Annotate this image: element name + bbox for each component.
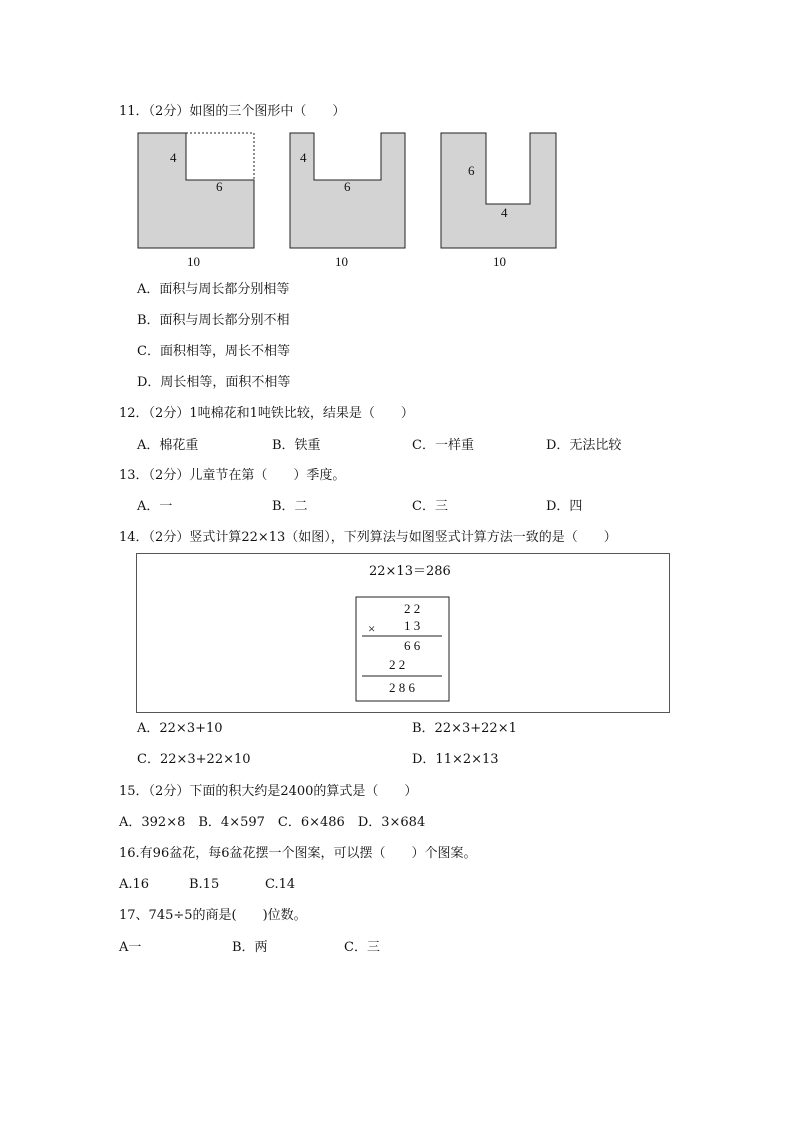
q11-figure-2 (290, 133, 405, 269)
q12-option-b[interactable]: B．铁重 (272, 438, 321, 453)
q16-stem: 16.有96盆花，每6盆花摆一个图案，可以摆（ ）个图案。 (119, 846, 477, 861)
q11-figures (130, 128, 570, 273)
q17-option-a[interactable]: A一 (119, 940, 142, 955)
q11-option-c[interactable]: C．面积相等，周长不相等 (137, 344, 290, 359)
figure3-shape (441, 133, 556, 248)
q14-equation: 22×13＝286 (369, 564, 451, 579)
figure1-shape (138, 133, 254, 248)
vertical-row5: 2 8 6 (389, 680, 415, 695)
q15-stem: 15．（2分）下面的积大约是2400的算式是（ ） (119, 784, 418, 799)
q14-calculation-box (136, 553, 670, 713)
figure1-base-label: 10 (187, 254, 200, 269)
q12-stem: 12．（2分）1吨棉花和1吨铁比较，结果是（ ） (119, 406, 414, 421)
figure1-side-label: 4 (170, 150, 177, 165)
q13-option-b[interactable]: B．二 (272, 499, 308, 514)
q14-stem: 14．（2分）竖式计算22×13（如图），下列算法与如图竖式计算方法一致的是（ ） (119, 530, 617, 545)
q16-option-a[interactable]: A.16 (119, 877, 150, 892)
q13-option-c[interactable]: C．三 (412, 499, 448, 514)
q13-stem: 13．（2分）儿童节在第（ ）季度。 (119, 468, 346, 483)
q11-option-b[interactable]: B．面积与周长都分别不相 (137, 313, 290, 328)
q12-option-c[interactable]: C．一样重 (412, 438, 474, 453)
q17-option-b[interactable]: B．两 (232, 940, 268, 955)
figure3-side-label: 6 (468, 163, 475, 178)
q12-option-d[interactable]: D．无法比较 (546, 438, 622, 453)
q14-option-b[interactable]: B．22×3+22×1 (412, 721, 517, 736)
q11-option-a[interactable]: A．面积与周长都分别相等 (137, 282, 290, 297)
figure3-bottom-label: 4 (501, 205, 508, 220)
q17-option-c[interactable]: C．三 (344, 940, 380, 955)
figure3-base-label: 10 (493, 254, 506, 269)
q16-option-b[interactable]: B.15 (189, 877, 220, 892)
q12-option-a[interactable]: A．棉花重 (137, 438, 199, 453)
figure1-bottom-label: 6 (216, 179, 223, 194)
q11-option-d[interactable]: D．周长相等，面积不相等 (137, 375, 291, 390)
vertical-row3: 6 6 (404, 638, 421, 653)
q16-option-c[interactable]: C.14 (265, 877, 296, 892)
q17-stem: 17、745÷5的商是( )位数。 (119, 908, 307, 923)
vertical-row1: 2 2 (404, 601, 421, 616)
figure2-bottom-label: 6 (344, 179, 351, 194)
q14-option-c[interactable]: C．22×3+22×10 (137, 752, 251, 767)
q14-option-a[interactable]: A．22×3+10 (137, 721, 223, 736)
q11-figure-3 (441, 133, 556, 269)
vertical-times-sign: × (368, 621, 376, 636)
q14-vertical-calculation (355, 596, 451, 704)
vertical-row2: 1 3 (404, 618, 421, 633)
q15-options[interactable]: A．392×8 B．4×597 C．6×486 D．3×684 (119, 815, 426, 830)
figure1-notch (186, 133, 254, 180)
q13-option-d[interactable]: D．四 (546, 499, 583, 514)
q13-option-a[interactable]: A．一 (137, 499, 173, 514)
figure2-side-label: 4 (300, 150, 307, 165)
q11-stem: 11．（2分）如图的三个图形中（ ） (119, 104, 346, 119)
q11-figure-1 (138, 133, 254, 269)
figure2-base-label: 10 (335, 254, 348, 269)
vertical-row4: 2 2 (389, 657, 406, 672)
q14-option-d[interactable]: D．11×2×13 (412, 752, 499, 767)
